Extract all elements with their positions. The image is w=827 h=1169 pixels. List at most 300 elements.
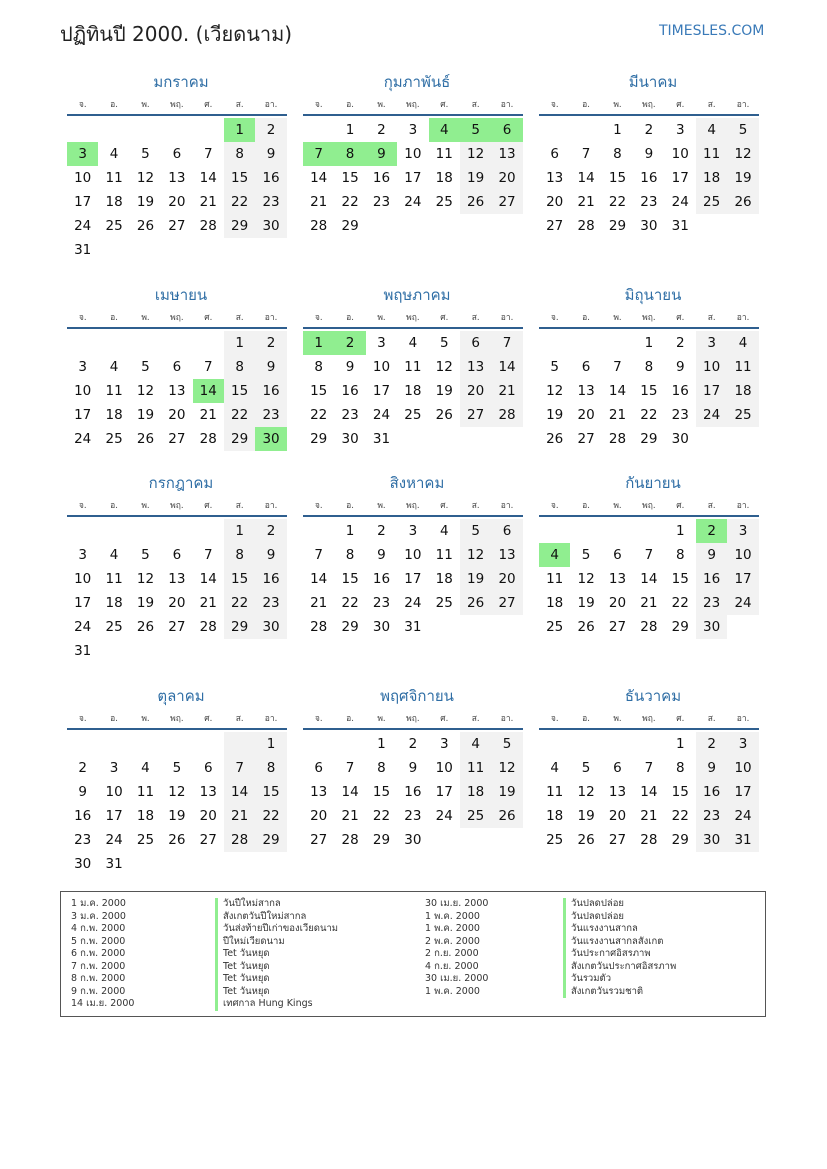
day-cell[interactable]: 7 [203,359,213,375]
day-cell[interactable]: 27 [460,403,491,427]
day-cell[interactable]: 18 [546,595,564,611]
day-cell[interactable]: 17 [404,571,422,587]
day-cell[interactable]: 30 [696,615,727,639]
day-cell[interactable]: 4 [550,760,559,776]
day-cell[interactable]: 30 [74,856,92,872]
day-cell[interactable]: 11 [546,784,564,800]
day-cell[interactable]: 20 [577,407,595,423]
day-cell[interactable]: 20 [168,595,186,611]
day-cell[interactable]: 23 [404,808,422,824]
day-cell[interactable]: 7 [203,146,213,162]
day-cell[interactable]: 18 [105,595,123,611]
day-cell[interactable]: 15 [671,784,689,800]
day-cell[interactable]: 27 [491,190,522,214]
day-cell[interactable]: 21 [491,379,522,403]
day-cell[interactable]: 10 [404,547,422,563]
day-cell[interactable]: 5 [141,146,150,162]
day-cell[interactable]: 6 [613,760,622,776]
day-cell[interactable]: 15 [671,571,689,587]
day-cell[interactable]: 17 [671,170,689,186]
day-cell[interactable]: 13 [491,142,522,166]
day-cell[interactable]: 16 [255,166,286,190]
day-cell[interactable]: 25 [546,619,564,635]
day-cell[interactable]: 13 [460,355,491,379]
day-cell[interactable]: 19 [546,407,564,423]
day-cell[interactable]: 16 [372,571,391,587]
day-cell[interactable]: 7 [581,146,591,162]
day-cell[interactable]: 16 [404,784,422,800]
day-cell[interactable]: 26 [460,190,491,214]
day-cell[interactable]: 26 [136,218,155,234]
day-cell[interactable]: 15 [224,567,255,591]
day-cell[interactable]: 29 [608,218,627,234]
day-cell[interactable]: 13 [546,170,564,186]
day-cell[interactable]: 6 [172,359,182,375]
day-cell[interactable]: 30 [341,431,359,447]
day-cell[interactable]: 27 [608,832,627,848]
day-cell[interactable]: 31 [74,643,92,659]
day-cell[interactable]: 17 [74,407,92,423]
day-cell[interactable]: 29 [224,427,255,451]
day-cell[interactable]: 20 [310,808,328,824]
day-cell[interactable]: 26 [168,832,186,848]
day-cell[interactable]: 21 [310,595,328,611]
day-cell[interactable]: 29 [255,828,286,852]
day-cell[interactable]: 12 [168,784,186,800]
day-cell[interactable]: 9 [377,547,386,563]
day-cell[interactable]: 24 [404,595,422,611]
day-cell[interactable]: 5 [581,547,591,563]
holiday-day-cell[interactable]: 30 [255,427,286,451]
day-cell[interactable]: 21 [608,407,627,423]
day-cell[interactable]: 16 [74,808,92,824]
day-cell[interactable]: 11 [435,547,453,563]
day-cell[interactable]: 1 [255,732,286,756]
day-cell[interactable]: 10 [74,170,92,186]
day-cell[interactable]: 27 [577,431,595,447]
day-cell[interactable]: 10 [404,146,422,162]
day-cell[interactable]: 24 [671,194,689,210]
day-cell[interactable]: 5 [581,760,591,776]
day-cell[interactable]: 14 [608,383,627,399]
brand-link[interactable]: TIMESLES.COM [659,23,765,39]
day-cell[interactable]: 30 [671,431,689,447]
day-cell[interactable]: 5 [727,118,758,142]
day-cell[interactable]: 4 [408,335,418,351]
day-cell[interactable]: 28 [577,218,595,234]
day-cell[interactable]: 7 [491,331,522,355]
day-cell[interactable]: 20 [491,166,522,190]
day-cell[interactable]: 22 [640,407,658,423]
day-cell[interactable]: 31 [74,242,92,258]
day-cell[interactable]: 30 [255,214,286,238]
day-cell[interactable]: 16 [696,567,727,591]
day-cell[interactable]: 8 [314,359,323,375]
day-cell[interactable]: 23 [255,591,286,615]
day-cell[interactable]: 18 [460,780,491,804]
day-cell[interactable]: 18 [105,194,123,210]
day-cell[interactable]: 6 [491,519,522,543]
day-cell[interactable]: 25 [696,190,727,214]
day-cell[interactable]: 12 [460,142,491,166]
day-cell[interactable]: 28 [199,218,217,234]
day-cell[interactable]: 19 [136,194,155,210]
day-cell[interactable]: 14 [491,355,522,379]
day-cell[interactable]: 31 [727,828,758,852]
day-cell[interactable]: 20 [168,194,186,210]
day-cell[interactable]: 15 [372,784,391,800]
day-cell[interactable]: 19 [491,780,522,804]
day-cell[interactable]: 29 [224,214,255,238]
day-cell[interactable]: 3 [408,122,418,138]
day-cell[interactable]: 15 [224,166,255,190]
day-cell[interactable]: 25 [435,194,453,210]
day-cell[interactable]: 3 [377,335,386,351]
day-cell[interactable]: 19 [136,407,155,423]
day-cell[interactable]: 6 [613,547,622,563]
day-cell[interactable]: 11 [105,383,123,399]
day-cell[interactable]: 31 [105,856,123,872]
day-cell[interactable]: 10 [671,146,689,162]
day-cell[interactable]: 27 [168,619,186,635]
day-cell[interactable]: 22 [671,595,689,611]
day-cell[interactable]: 19 [460,567,491,591]
day-cell[interactable]: 8 [224,355,255,379]
day-cell[interactable]: 8 [224,543,255,567]
day-cell[interactable]: 12 [460,543,491,567]
day-cell[interactable]: 4 [439,523,449,539]
day-cell[interactable]: 4 [141,760,150,776]
day-cell[interactable]: 8 [675,760,685,776]
day-cell[interactable]: 22 [224,403,255,427]
day-cell[interactable]: 16 [255,567,286,591]
holiday-day-cell[interactable]: 3 [67,142,98,166]
day-cell[interactable]: 29 [341,218,359,234]
day-cell[interactable]: 15 [341,170,359,186]
day-cell[interactable]: 5 [550,359,559,375]
day-cell[interactable]: 26 [577,619,595,635]
holiday-day-cell[interactable]: 4 [429,118,460,142]
day-cell[interactable]: 24 [372,407,391,423]
day-cell[interactable]: 14 [640,571,658,587]
day-cell[interactable]: 24 [727,591,758,615]
day-cell[interactable]: 21 [199,194,217,210]
day-cell[interactable]: 11 [136,784,155,800]
day-cell[interactable]: 17 [727,567,758,591]
day-cell[interactable]: 23 [372,595,391,611]
day-cell[interactable]: 11 [435,146,453,162]
day-cell[interactable]: 8 [224,142,255,166]
holiday-day-cell[interactable]: 5 [460,118,491,142]
day-cell[interactable]: 2 [408,736,418,752]
day-cell[interactable]: 12 [727,142,758,166]
day-cell[interactable]: 25 [404,407,422,423]
day-cell[interactable]: 4 [727,331,758,355]
holiday-day-cell[interactable]: 6 [491,118,522,142]
day-cell[interactable]: 14 [310,170,328,186]
day-cell[interactable]: 13 [491,543,522,567]
day-cell[interactable]: 15 [224,379,255,403]
day-cell[interactable]: 6 [172,547,182,563]
day-cell[interactable]: 14 [224,780,255,804]
day-cell[interactable]: 28 [199,431,217,447]
day-cell[interactable]: 12 [136,383,155,399]
day-cell[interactable]: 31 [404,619,422,635]
day-cell[interactable]: 9 [255,543,286,567]
day-cell[interactable]: 23 [671,407,689,423]
day-cell[interactable]: 13 [608,784,627,800]
day-cell[interactable]: 7 [224,756,255,780]
day-cell[interactable]: 10 [727,756,758,780]
day-cell[interactable]: 27 [310,832,328,848]
day-cell[interactable]: 28 [341,832,359,848]
day-cell[interactable]: 18 [404,383,422,399]
day-cell[interactable]: 24 [727,804,758,828]
day-cell[interactable]: 2 [675,335,685,351]
day-cell[interactable]: 11 [404,359,422,375]
day-cell[interactable]: 1 [224,519,255,543]
day-cell[interactable]: 28 [608,431,627,447]
day-cell[interactable]: 14 [199,170,217,186]
day-cell[interactable]: 30 [372,619,391,635]
day-cell[interactable]: 29 [310,431,328,447]
day-cell[interactable]: 3 [109,760,119,776]
holiday-day-cell[interactable]: 7 [303,142,334,166]
day-cell[interactable]: 21 [640,808,658,824]
holiday-day-cell[interactable]: 8 [334,142,365,166]
day-cell[interactable]: 12 [136,170,155,186]
day-cell[interactable]: 23 [372,194,391,210]
day-cell[interactable]: 25 [546,832,564,848]
day-cell[interactable]: 2 [255,519,286,543]
day-cell[interactable]: 30 [255,615,286,639]
day-cell[interactable]: 10 [105,784,123,800]
holiday-day-cell[interactable]: 14 [193,379,224,403]
day-cell[interactable]: 29 [224,615,255,639]
day-cell[interactable]: 17 [696,379,727,403]
day-cell[interactable]: 11 [460,756,491,780]
day-cell[interactable]: 17 [74,194,92,210]
day-cell[interactable]: 12 [491,756,522,780]
day-cell[interactable]: 6 [460,331,491,355]
day-cell[interactable]: 25 [105,218,123,234]
day-cell[interactable]: 25 [105,431,123,447]
day-cell[interactable]: 4 [109,146,119,162]
day-cell[interactable]: 4 [109,359,119,375]
day-cell[interactable]: 10 [372,359,391,375]
day-cell[interactable]: 9 [696,756,727,780]
day-cell[interactable]: 21 [577,194,595,210]
day-cell[interactable]: 21 [341,808,359,824]
day-cell[interactable]: 31 [671,218,689,234]
day-cell[interactable]: 2 [78,760,87,776]
day-cell[interactable]: 13 [168,170,186,186]
day-cell[interactable]: 20 [546,194,564,210]
day-cell[interactable]: 2 [644,122,654,138]
day-cell[interactable]: 27 [199,832,217,848]
day-cell[interactable]: 23 [640,194,658,210]
day-cell[interactable]: 20 [608,808,627,824]
day-cell[interactable]: 9 [675,359,685,375]
day-cell[interactable]: 23 [341,407,359,423]
day-cell[interactable]: 20 [199,808,217,824]
holiday-day-cell[interactable]: 1 [303,331,334,355]
day-cell[interactable]: 13 [608,571,627,587]
day-cell[interactable]: 1 [613,122,622,138]
day-cell[interactable]: 13 [310,784,328,800]
day-cell[interactable]: 5 [172,760,182,776]
day-cell[interactable]: 29 [341,619,359,635]
day-cell[interactable]: 27 [546,218,564,234]
day-cell[interactable]: 11 [546,571,564,587]
day-cell[interactable]: 18 [435,170,453,186]
day-cell[interactable]: 8 [644,359,654,375]
day-cell[interactable]: 22 [341,595,359,611]
day-cell[interactable]: 5 [141,359,150,375]
day-cell[interactable]: 22 [224,591,255,615]
day-cell[interactable]: 1 [345,523,355,539]
day-cell[interactable]: 22 [255,804,286,828]
day-cell[interactable]: 17 [372,383,391,399]
day-cell[interactable]: 23 [696,804,727,828]
day-cell[interactable]: 19 [460,166,491,190]
day-cell[interactable]: 1 [345,122,355,138]
day-cell[interactable]: 19 [577,808,595,824]
day-cell[interactable]: 23 [255,403,286,427]
day-cell[interactable]: 22 [341,194,359,210]
day-cell[interactable]: 3 [408,523,418,539]
holiday-day-cell[interactable]: 2 [334,331,365,355]
day-cell[interactable]: 28 [224,828,255,852]
day-cell[interactable]: 6 [203,760,213,776]
day-cell[interactable]: 27 [608,619,627,635]
day-cell[interactable]: 18 [105,407,123,423]
day-cell[interactable]: 17 [727,780,758,804]
day-cell[interactable]: 27 [168,218,186,234]
day-cell[interactable]: 20 [491,567,522,591]
day-cell[interactable]: 22 [372,808,391,824]
day-cell[interactable]: 16 [696,780,727,804]
day-cell[interactable]: 29 [640,431,658,447]
day-cell[interactable]: 17 [404,170,422,186]
day-cell[interactable]: 1 [675,736,685,752]
day-cell[interactable]: 1 [377,736,386,752]
day-cell[interactable]: 26 [460,591,491,615]
day-cell[interactable]: 26 [546,431,564,447]
holiday-day-cell[interactable]: 2 [696,519,727,543]
day-cell[interactable]: 25 [105,619,123,635]
day-cell[interactable]: 27 [491,591,522,615]
day-cell[interactable]: 21 [310,194,328,210]
day-cell[interactable]: 8 [613,146,622,162]
day-cell[interactable]: 15 [640,383,658,399]
day-cell[interactable]: 12 [577,571,595,587]
day-cell[interactable]: 19 [435,383,453,399]
day-cell[interactable]: 16 [341,383,359,399]
day-cell[interactable]: 10 [727,543,758,567]
day-cell[interactable]: 4 [696,118,727,142]
day-cell[interactable]: 6 [314,760,323,776]
day-cell[interactable]: 25 [435,595,453,611]
day-cell[interactable]: 10 [435,760,453,776]
day-cell[interactable]: 5 [439,335,449,351]
day-cell[interactable]: 10 [696,355,727,379]
day-cell[interactable]: 26 [136,431,155,447]
day-cell[interactable]: 14 [640,784,658,800]
day-cell[interactable]: 25 [460,804,491,828]
day-cell[interactable]: 11 [105,571,123,587]
day-cell[interactable]: 20 [460,379,491,403]
day-cell[interactable]: 15 [608,170,627,186]
day-cell[interactable]: 18 [136,808,155,824]
day-cell[interactable]: 21 [199,407,217,423]
day-cell[interactable]: 21 [640,595,658,611]
day-cell[interactable]: 19 [727,166,758,190]
day-cell[interactable]: 26 [491,804,522,828]
day-cell[interactable]: 21 [199,595,217,611]
day-cell[interactable]: 26 [727,190,758,214]
day-cell[interactable]: 5 [491,732,522,756]
day-cell[interactable]: 28 [310,619,328,635]
day-cell[interactable]: 21 [224,804,255,828]
day-cell[interactable]: 29 [671,832,689,848]
day-cell[interactable]: 23 [255,190,286,214]
day-cell[interactable]: 6 [581,359,591,375]
day-cell[interactable]: 24 [74,619,92,635]
day-cell[interactable]: 3 [78,547,87,563]
day-cell[interactable]: 10 [74,571,92,587]
day-cell[interactable]: 19 [136,595,155,611]
day-cell[interactable]: 6 [550,146,559,162]
day-cell[interactable]: 29 [671,619,689,635]
day-cell[interactable]: 16 [640,170,658,186]
day-cell[interactable]: 9 [408,760,418,776]
day-cell[interactable]: 14 [341,784,359,800]
holiday-day-cell[interactable]: 9 [366,142,397,166]
day-cell[interactable]: 11 [105,170,123,186]
day-cell[interactable]: 31 [372,431,391,447]
day-cell[interactable]: 3 [439,736,449,752]
day-cell[interactable]: 22 [608,194,627,210]
day-cell[interactable]: 30 [696,828,727,852]
day-cell[interactable]: 1 [224,331,255,355]
day-cell[interactable]: 19 [577,595,595,611]
day-cell[interactable]: 12 [546,383,564,399]
day-cell[interactable]: 6 [172,146,182,162]
day-cell[interactable]: 18 [546,808,564,824]
day-cell[interactable]: 9 [78,784,87,800]
day-cell[interactable]: 24 [404,194,422,210]
day-cell[interactable]: 7 [203,547,213,563]
day-cell[interactable]: 11 [727,355,758,379]
day-cell[interactable]: 22 [310,407,328,423]
day-cell[interactable]: 13 [168,571,186,587]
day-cell[interactable]: 8 [377,760,386,776]
day-cell[interactable]: 2 [377,122,386,138]
day-cell[interactable]: 18 [727,379,758,403]
day-cell[interactable]: 27 [168,431,186,447]
day-cell[interactable]: 17 [105,808,123,824]
day-cell[interactable]: 7 [644,760,654,776]
day-cell[interactable]: 4 [109,547,119,563]
day-cell[interactable]: 9 [696,543,727,567]
day-cell[interactable]: 5 [141,547,150,563]
day-cell[interactable]: 22 [671,808,689,824]
day-cell[interactable]: 28 [199,619,217,635]
day-cell[interactable]: 8 [255,756,286,780]
day-cell[interactable]: 7 [345,760,355,776]
day-cell[interactable]: 1 [644,335,654,351]
